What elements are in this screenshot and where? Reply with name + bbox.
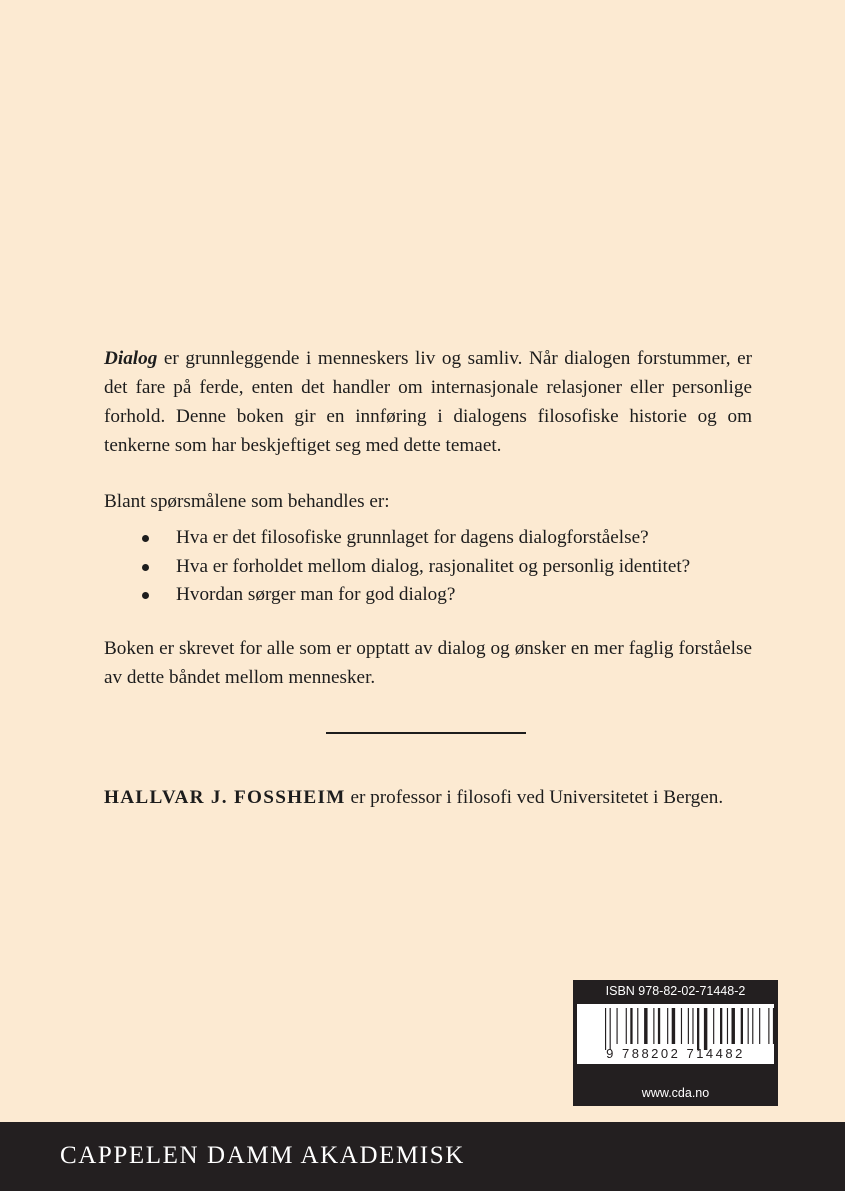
bullet-icon [142,592,149,599]
barcode-bar [672,1008,675,1044]
barcode-bar [626,1008,627,1044]
isbn-label: ISBN 978-82-02-71448-2 [605,984,746,998]
questions-lead: Blant spørsmålene som behandles er: [104,491,390,512]
author-bio [104,784,804,812]
barcode-bar [732,1008,735,1044]
barcode-bar [681,1008,682,1044]
barcode-bar [768,1008,769,1044]
author-name: HALLVAR J. FOSSHEIM [104,787,346,808]
barcode-digits: 9 788202 714482 [606,1046,745,1061]
barcode-bar [610,1008,611,1050]
barcode-bar [704,1008,707,1050]
barcode-bar [667,1008,668,1044]
barcode-bar [752,1008,753,1044]
questions-list [104,524,752,610]
barcode-bar [630,1008,632,1044]
barcode-bar [658,1008,660,1044]
barcode-bar [653,1008,654,1044]
barcode-bar [688,1008,689,1044]
back-cover-blurb [104,344,752,692]
barcode-bar [720,1008,722,1044]
barcode-bar [741,1008,743,1044]
barcode-bar [727,1008,728,1044]
barcode [577,1004,774,1064]
divider-rule [326,732,526,734]
barcode-bar [617,1008,618,1044]
bullet-icon [142,535,149,542]
barcode-bar [697,1008,699,1050]
intro-paragraph [104,344,752,460]
list-item: Hva er det filosofiske grunnlaget for dagens dialogforståelse? [104,524,752,553]
barcode-bar [605,1008,606,1050]
isbn-barcode-box [573,980,778,1106]
barcode-bar [759,1008,760,1044]
barcode-bar [773,1008,774,1044]
barcode-bar [644,1008,647,1044]
barcode-bar [637,1008,638,1044]
list-item: Hvordan sørger man for god dialog? [104,581,752,610]
publisher-website: www.cda.no [641,1086,710,1100]
list-item: Hva er forholdet mellom dialog, rasjonalitet og personlig identitet? [104,553,752,582]
publisher-logo: CAPPELEN DAMM AKADEMISK [60,1142,465,1169]
publisher-band [0,1122,845,1191]
closing-paragraph: Boken er skrevet for alle som er opptatt av dialog og ønsker en mer faglig forståelse av dette båndet mellom mennesker. [104,637,752,688]
book-title-word: Dialog [104,348,158,369]
bullet-icon [142,564,149,571]
author-description: er professor i filosofi ved Universitetet i Bergen. [345,787,724,808]
barcode-bar [692,1008,693,1044]
barcode-bar [713,1008,714,1044]
intro-text: er grunnleggende i menneskers liv og samliv. Når dialogen forstummer, er det fare på ferde, enten det handler om internasjonale relasjoner eller personlige forhold. Denne boken gir en innføring i dialogens filosofiske historie og om tenkerne som har beskjeftiget seg med dette temaet. [104,348,752,456]
barcode-bar [748,1008,749,1044]
